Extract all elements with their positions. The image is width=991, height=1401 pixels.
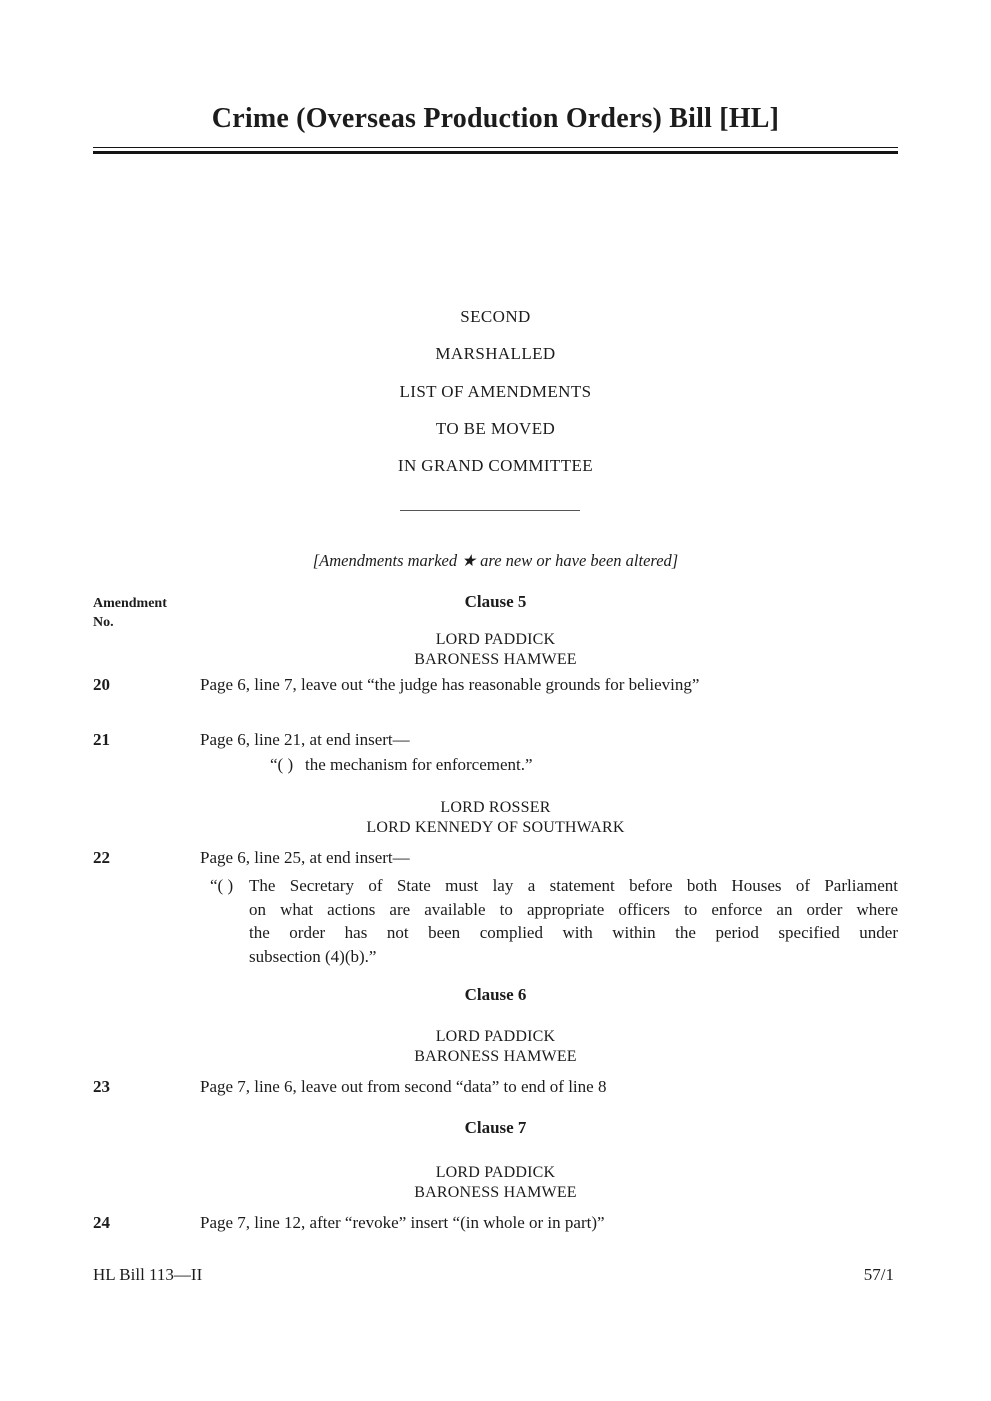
clause-heading: Clause 5 [464,592,527,611]
sponsor-name: LORD PADDICK [435,1028,556,1045]
sponsor-name: BARONESS HAMWEE [414,1047,577,1065]
title-divider-rule [93,147,898,154]
inserted-paragraph-line: on what actions are available to appropriate officers to enforce an order where [249,899,898,919]
inserted-paragraph-line: subsection (4)(b).” [249,946,377,966]
amendment-no-label-line1: Amendment [93,596,167,611]
sponsor-names [93,1027,898,1066]
front-heading-line: MARSHALLED [435,344,556,363]
front-heading-line: TO BE MOVED [435,419,556,438]
footer-bill-number: HL Bill 113—II [93,1265,203,1284]
amendment-text: Page 7, line 6, leave out from second “data” to end of line 8 [200,1077,607,1096]
footer-serial-number: 57/1 [863,1265,894,1284]
amendment-row [93,674,898,695]
inserted-paragraph-text [249,874,898,968]
clause-heading: Clause 7 [464,1118,527,1137]
amendment-inserted-text: “( ) the mechanism for enforcement.” [270,755,533,774]
sponsor-name: LORD ROSSER [440,799,551,816]
sponsor-name: BARONESS HAMWEE [414,650,577,668]
sponsor-names [93,798,898,837]
amendment-text: Page 6, line 25, at end insert— [200,848,410,867]
front-heading-line: SECOND [460,307,531,326]
amendment-number: 20 [93,675,110,694]
amendment-row [93,847,898,868]
front-heading-line: IN GRAND COMMITTEE [397,456,594,475]
amendment-number: 23 [93,1077,110,1096]
clause-heading: Clause 6 [464,985,527,1004]
inserted-paragraph-line: the order has not been complied with within the period specified under [249,923,898,942]
sponsor-names [93,1163,898,1202]
amendment-text: Page 6, line 21, at end insert— [200,730,410,749]
amendment-inserted-paragraph [210,874,898,968]
sponsor-name: LORD PADDICK [435,631,556,648]
amendment-row [93,729,898,750]
sponsor-name: BARONESS HAMWEE [414,1183,577,1201]
amendment-text: Page 7, line 12, after “revoke” insert “(in whole or in part)” [200,1213,605,1232]
amendment-row [93,1076,898,1097]
inserted-paragraph-marker: “( ) [210,876,234,895]
sponsor-name: LORD KENNEDY OF SOUTHWARK [366,818,625,836]
amendment-no-label-line2: No. [93,614,114,630]
amendments-star-note: [Amendments marked ★ are new or have been altered] [312,551,679,570]
amendment-number: 22 [93,848,110,867]
amendment-number: 21 [93,730,110,749]
section-divider-rule [400,510,580,511]
sponsor-names [93,630,898,669]
amendment-number: 24 [93,1213,110,1232]
amendment-row [93,1212,898,1233]
front-heading-line: LIST OF AMENDMENTS [399,382,592,401]
sponsor-name: LORD PADDICK [435,1164,556,1181]
inserted-paragraph-line: The Secretary of State must lay a statement before both Houses of Parliament [249,876,898,895]
page-title: Crime (Overseas Production Orders) Bill [HL] [211,103,780,134]
amendment-text: Page 6, line 7, leave out “the judge has reasonable grounds for believing” [200,675,700,694]
